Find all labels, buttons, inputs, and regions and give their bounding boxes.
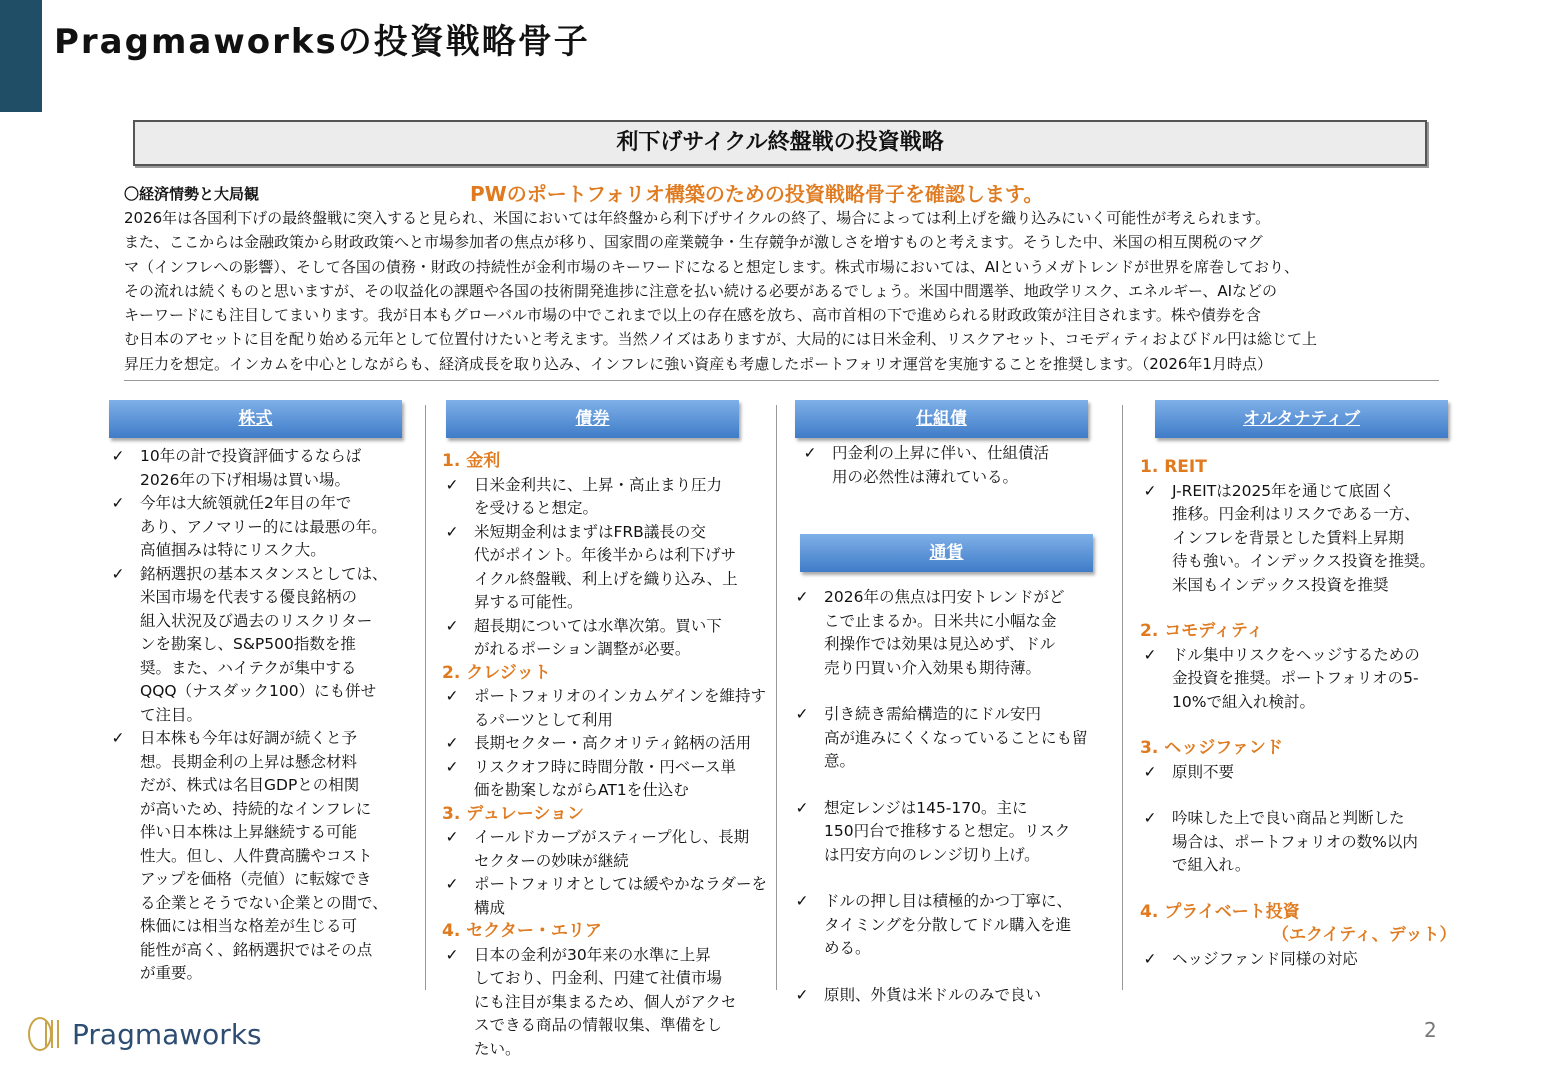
- alternative-column: [1140, 456, 1470, 971]
- structured-column: [800, 442, 1110, 489]
- check-icon: ✓: [795, 588, 809, 606]
- column-divider: [1122, 405, 1123, 990]
- bullet-line: 代がポイント。年後半からは利下げサ: [474, 546, 737, 564]
- bullet-line: 米国もインデックス投資を推奨: [1172, 575, 1389, 594]
- bullet-line: 10%で組入れ検討。: [1172, 692, 1315, 711]
- bullet-line: 能性が高く、銘柄選択ではその点: [140, 940, 373, 959]
- logo-mark-icon: [24, 1014, 64, 1054]
- check-icon: ✓: [1143, 949, 1157, 968]
- bullet-line: ドル集中リスクをヘッジするための: [1172, 645, 1420, 664]
- spacer: [1140, 714, 1470, 737]
- bullet-line: 昇する可能性。: [474, 593, 583, 611]
- bullet-line: スできる商品の情報収集、準備をし: [474, 1016, 723, 1034]
- intro-line: また、ここからは金融政策から財政政策へと市場参加者の焦点が移り、国家間の産業競争・生存競争が激しさを増すものと考えます。そうした中、米国の相互関税のマグ: [124, 233, 1263, 252]
- spacer: [1140, 597, 1470, 620]
- subsection-title: 2. コモディティ: [1140, 621, 1264, 641]
- bullet-line: 奨。また、ハイテクが集中する: [140, 658, 357, 677]
- bullet-line: 超長期については水準次第。買い下: [474, 616, 722, 635]
- subsection-title: 3. ヘッジファンド: [1140, 738, 1283, 758]
- alternative-header: オルタナティブ: [1155, 400, 1448, 438]
- check-icon: ✓: [111, 447, 125, 465]
- bullet-line: 伴い日本株は上昇継続する可能: [140, 823, 358, 841]
- bullet-line: 2026年の焦点は円安トレンドがど: [824, 588, 1065, 606]
- bullet-line: が高いため、持続的なインフレに: [140, 799, 372, 818]
- bullet-line: 銘柄選択の基本スタンスとしては、: [140, 564, 388, 583]
- bullet-line: 高値掴みは特にリスク大。: [140, 541, 326, 559]
- bullet-line: 引き続き需給構造的にドル安円: [824, 705, 1042, 723]
- check-icon: ✓: [111, 564, 125, 583]
- bullet-line: 10年の計で投資評価するならば: [140, 447, 362, 465]
- bullet-line: たい。: [474, 1039, 521, 1058]
- bullet-line: 2026年の下げ相場は買い場。: [140, 470, 350, 489]
- bullet-item: [1140, 761, 1470, 785]
- check-icon: ✓: [445, 734, 459, 752]
- bullet-item: [442, 474, 774, 521]
- bullet-line: 想。長期金利の上昇は懸念材料: [140, 752, 358, 771]
- column-divider: [425, 405, 426, 990]
- bullet-line: 利操作では効果は見込めず、ドル: [824, 635, 1056, 653]
- bonds-header: 債券: [446, 400, 739, 438]
- bullet-line: ポートフォリオとしては緩やかなラダーを: [474, 875, 767, 893]
- bullet-line: 価を勘案しながらAT1を仕込む: [474, 781, 689, 799]
- check-icon: ✓: [445, 616, 459, 635]
- stocks-column: [108, 445, 418, 986]
- title-accent-bar: [0, 0, 42, 112]
- bullet-item: [792, 797, 1112, 868]
- check-icon: ✓: [1143, 481, 1157, 500]
- bullet-line: 高が進みにくくなっていることにも留: [824, 728, 1088, 747]
- bullet-line: にも注目が集まるため、個人がアクセ: [474, 992, 737, 1011]
- page-number: 2: [1424, 1018, 1437, 1042]
- bullet-item: [442, 732, 774, 756]
- bullet-line: QQQ（ナスダック100）にも併せ: [140, 682, 377, 700]
- spacer: [1140, 784, 1470, 807]
- page-title: Pragmaworksの投資戦略骨子: [54, 22, 590, 62]
- bullet-line: だが、株式は名目GDPとの相関: [140, 776, 360, 794]
- bullet-line: イールドカーブがスティープ化し、長期: [474, 828, 750, 846]
- check-icon: ✓: [445, 828, 459, 846]
- intro-line: その流れは続くものと思いますが、その収益化の課題や各国の技術開発進捗に注意を払い続ける必要があるでしょう。米国中間選挙、地政学リスク、エネルギー、AIなどの: [124, 281, 1278, 300]
- bullet-line: 用の必然性は薄れている。: [832, 467, 1019, 486]
- bullet-item: [792, 890, 1112, 961]
- subsection-title: 1. 金利: [442, 451, 501, 471]
- check-icon: ✓: [445, 522, 459, 541]
- subsection-title: 3. デュレーション: [442, 803, 585, 824]
- bullet-line: 原則、外貨は米ドルのみで良い: [824, 985, 1042, 1004]
- bullet-line: が重要。: [140, 964, 203, 982]
- bullet-item: [442, 944, 774, 1062]
- currency-header: 通貨: [800, 534, 1093, 572]
- bullet-line: 円金利の上昇に伴い、仕組債活: [832, 444, 1050, 462]
- bullet-line: 150円台で推移すると想定。リスク: [824, 822, 1071, 840]
- bullet-line: 長期セクター・高クオリティ銘柄の活用: [474, 734, 752, 752]
- intro-divider: [124, 380, 1439, 381]
- bullet-line: 想定レンジは145-170。主に: [824, 798, 1028, 817]
- bullet-line: 日本株も今年は好調が続くと予: [140, 729, 358, 747]
- bullet-line: 構成: [474, 898, 506, 917]
- pragmaworks-logo: [24, 1014, 262, 1054]
- bullet-item: [1140, 480, 1470, 598]
- logo-text: Pragmaworks: [72, 1017, 262, 1051]
- bullet-item: [442, 756, 774, 803]
- check-icon: ✓: [445, 757, 459, 776]
- check-icon: ✓: [803, 444, 817, 462]
- subsection-subtitle: （エクイティ、デット）: [1272, 925, 1457, 945]
- economy-section-heading: 〇経済情勢と大局観: [124, 185, 260, 203]
- bullet-item: [442, 615, 774, 662]
- check-icon: ✓: [795, 705, 809, 723]
- intro-line: 昇圧力を想定。インカムを中心としながらも、経済成長を取り込み、インフレに強い資産も考慮したポートフォリオ運営を実施することを推奨します。（2026年1月時点）: [124, 354, 1272, 373]
- bullet-line: タイミングを分散してドル購入を進: [824, 915, 1072, 934]
- spacer: [792, 774, 1112, 797]
- column-divider: [776, 405, 777, 990]
- bullet-line: ンを勘案し、S&P500指数を推: [140, 635, 356, 653]
- bullet-line: 推移。円金利はリスクである一方、: [1172, 505, 1420, 523]
- bullet-item: [1140, 644, 1470, 715]
- bullet-line: 日本の金利が30年来の水準に上昇: [474, 945, 711, 964]
- check-icon: ✓: [445, 687, 459, 705]
- check-icon: ✓: [1143, 645, 1157, 664]
- bullet-line: イクル終盤戦、利上げを織り込み、上: [474, 569, 738, 588]
- bullet-line: 性大。但し、人件費高騰やコスト: [140, 846, 373, 865]
- check-icon: ✓: [1143, 809, 1157, 827]
- bullet-item: [1140, 948, 1470, 972]
- bullet-item: [108, 492, 418, 563]
- bullet-line: 売り円買い介入効果も期待薄。: [824, 658, 1042, 677]
- intro-text: [124, 206, 1444, 376]
- bullet-item: [792, 586, 1112, 680]
- bullet-line: める。: [824, 939, 871, 957]
- bullet-line: ドルの押し目は積極的かつ丁寧に、: [824, 892, 1073, 910]
- bullet-line: 米短期金利はまずはFRB議長の交: [474, 522, 706, 541]
- spacer: [792, 680, 1112, 703]
- subsection-title: 1. REIT: [1140, 457, 1207, 477]
- intro-line: マ（インフレへの影響）、そして各国の債務・財政の持続性が金利市場のキーワードになると想定します。株式市場においては、AIというメガトレンドが世界を席巻しており、: [124, 257, 1300, 276]
- check-icon: ✓: [111, 494, 125, 512]
- check-icon: ✓: [795, 892, 809, 910]
- bullet-line: インフレを背景とした賃料上昇期: [1172, 528, 1404, 547]
- bullet-line: 待も強い。インデックス投資を推奨。: [1172, 552, 1436, 570]
- currency-column: [792, 586, 1112, 1007]
- bullet-line: セクターの妙味が継続: [474, 851, 629, 870]
- bullet-line: 場合は、ポートフォリオの数%以内: [1172, 832, 1418, 851]
- bullet-line: 金投資を推奨。ポートフォリオの5-: [1172, 669, 1419, 687]
- check-icon: ✓: [445, 945, 459, 964]
- bullet-line: るパーツとして利用: [474, 710, 613, 729]
- subsection-title: 4. セクター・エリア: [442, 921, 602, 941]
- bullet-item: [1140, 807, 1470, 878]
- spacer: [792, 961, 1112, 984]
- bullet-line: アップを価格（売値）に転嫁でき: [140, 870, 372, 888]
- bullet-line: 吟味した上で良い商品と判断した: [1172, 809, 1405, 827]
- intro-line: む日本のアセットに目を配り始める元年として位置付けたいと考えます。当然ノイズはありますが、大局的には日米金利、リスクアセット、コモディティおよびドル円は総じて上: [124, 330, 1317, 349]
- bullet-line: こで止まるか。日米共に小幅な金: [824, 611, 1057, 630]
- bullet-line: 原則不要: [1172, 762, 1235, 781]
- spacer: [792, 867, 1112, 890]
- bullet-item: [442, 826, 774, 873]
- bullet-item: [792, 984, 1112, 1008]
- stocks-header: 株式: [109, 400, 402, 438]
- bullet-item: [108, 445, 418, 492]
- bullet-line: ポートフォリオのインカムゲインを維持す: [474, 687, 767, 705]
- bullet-line: を受けると想定。: [474, 499, 599, 517]
- check-icon: ✓: [1143, 762, 1157, 781]
- subsection-title: 4. プライベート投資: [1140, 901, 1300, 922]
- bullet-line: 株価には相当な格差が生じる可: [140, 917, 358, 935]
- bullet-item: [800, 442, 1110, 489]
- bullet-item: [442, 521, 774, 615]
- bonds-column: [442, 450, 774, 1061]
- bullet-line: て注目。: [140, 705, 203, 724]
- bullet-line: で組入れ。: [1172, 856, 1251, 874]
- bullet-line: J-REITは2025年を通じて底固く: [1172, 481, 1396, 500]
- portfolio-headline: PWのポートフォリオ構築のための投資戦略骨子を確認します。: [470, 182, 1044, 206]
- strategy-banner: 利下げサイクル終盤戦の投資戦略: [133, 120, 1427, 166]
- bullet-line: あり、アノマリー的には最悪の年。: [140, 517, 387, 536]
- subsection-title: 2. クレジット: [442, 662, 551, 683]
- check-icon: ✓: [795, 985, 809, 1004]
- bullet-line: リスクオフ時に時間分散・円ベース単: [474, 757, 736, 776]
- bullet-line: は円安方向のレンジ切り上げ。: [824, 845, 1040, 864]
- bullet-item: [792, 703, 1112, 774]
- bullet-line: 日米金利共に、上昇・高止まり圧力: [474, 475, 723, 494]
- bullet-item: [442, 873, 774, 920]
- check-icon: ✓: [111, 729, 125, 747]
- structured-header: 仕組債: [795, 400, 1088, 438]
- bullet-line: しており、円金利、円建て社債市場: [474, 969, 723, 987]
- bullet-line: 今年は大統領就任2年目の年で: [140, 494, 352, 512]
- check-icon: ✓: [445, 475, 459, 494]
- bullet-item: [442, 685, 774, 732]
- bullet-line: 意。: [824, 752, 856, 770]
- intro-line: キーワードにも注目してまいります。我が日本もグローバル市場の中でこれまで以上の存在感を放ち、高市首相の下で進められる財政政策が注目されます。株や債券を含: [124, 306, 1261, 325]
- bullet-line: る企業とそうでない企業との間で、: [140, 893, 388, 912]
- bullet-line: 組入状況及び過去のリスクリター: [140, 611, 373, 630]
- check-icon: ✓: [445, 875, 459, 893]
- bullet-item: [108, 727, 418, 986]
- bullet-item: [108, 563, 418, 728]
- intro-line: 2026年は各国利下げの最終盤戦に突入すると見られ、米国においては年終盤から利下げサイクルの終了、場合によっては利上げを織り込みにいく可能性が考えられます。: [124, 209, 1271, 227]
- check-icon: ✓: [795, 798, 809, 817]
- spacer: [1140, 878, 1470, 901]
- bullet-line: 米国市場を代表する優良銘柄の: [140, 588, 358, 606]
- bullet-line: がれるポーション調整が必要。: [474, 640, 691, 658]
- bullet-line: ヘッジファンド同様の対応: [1172, 949, 1358, 968]
